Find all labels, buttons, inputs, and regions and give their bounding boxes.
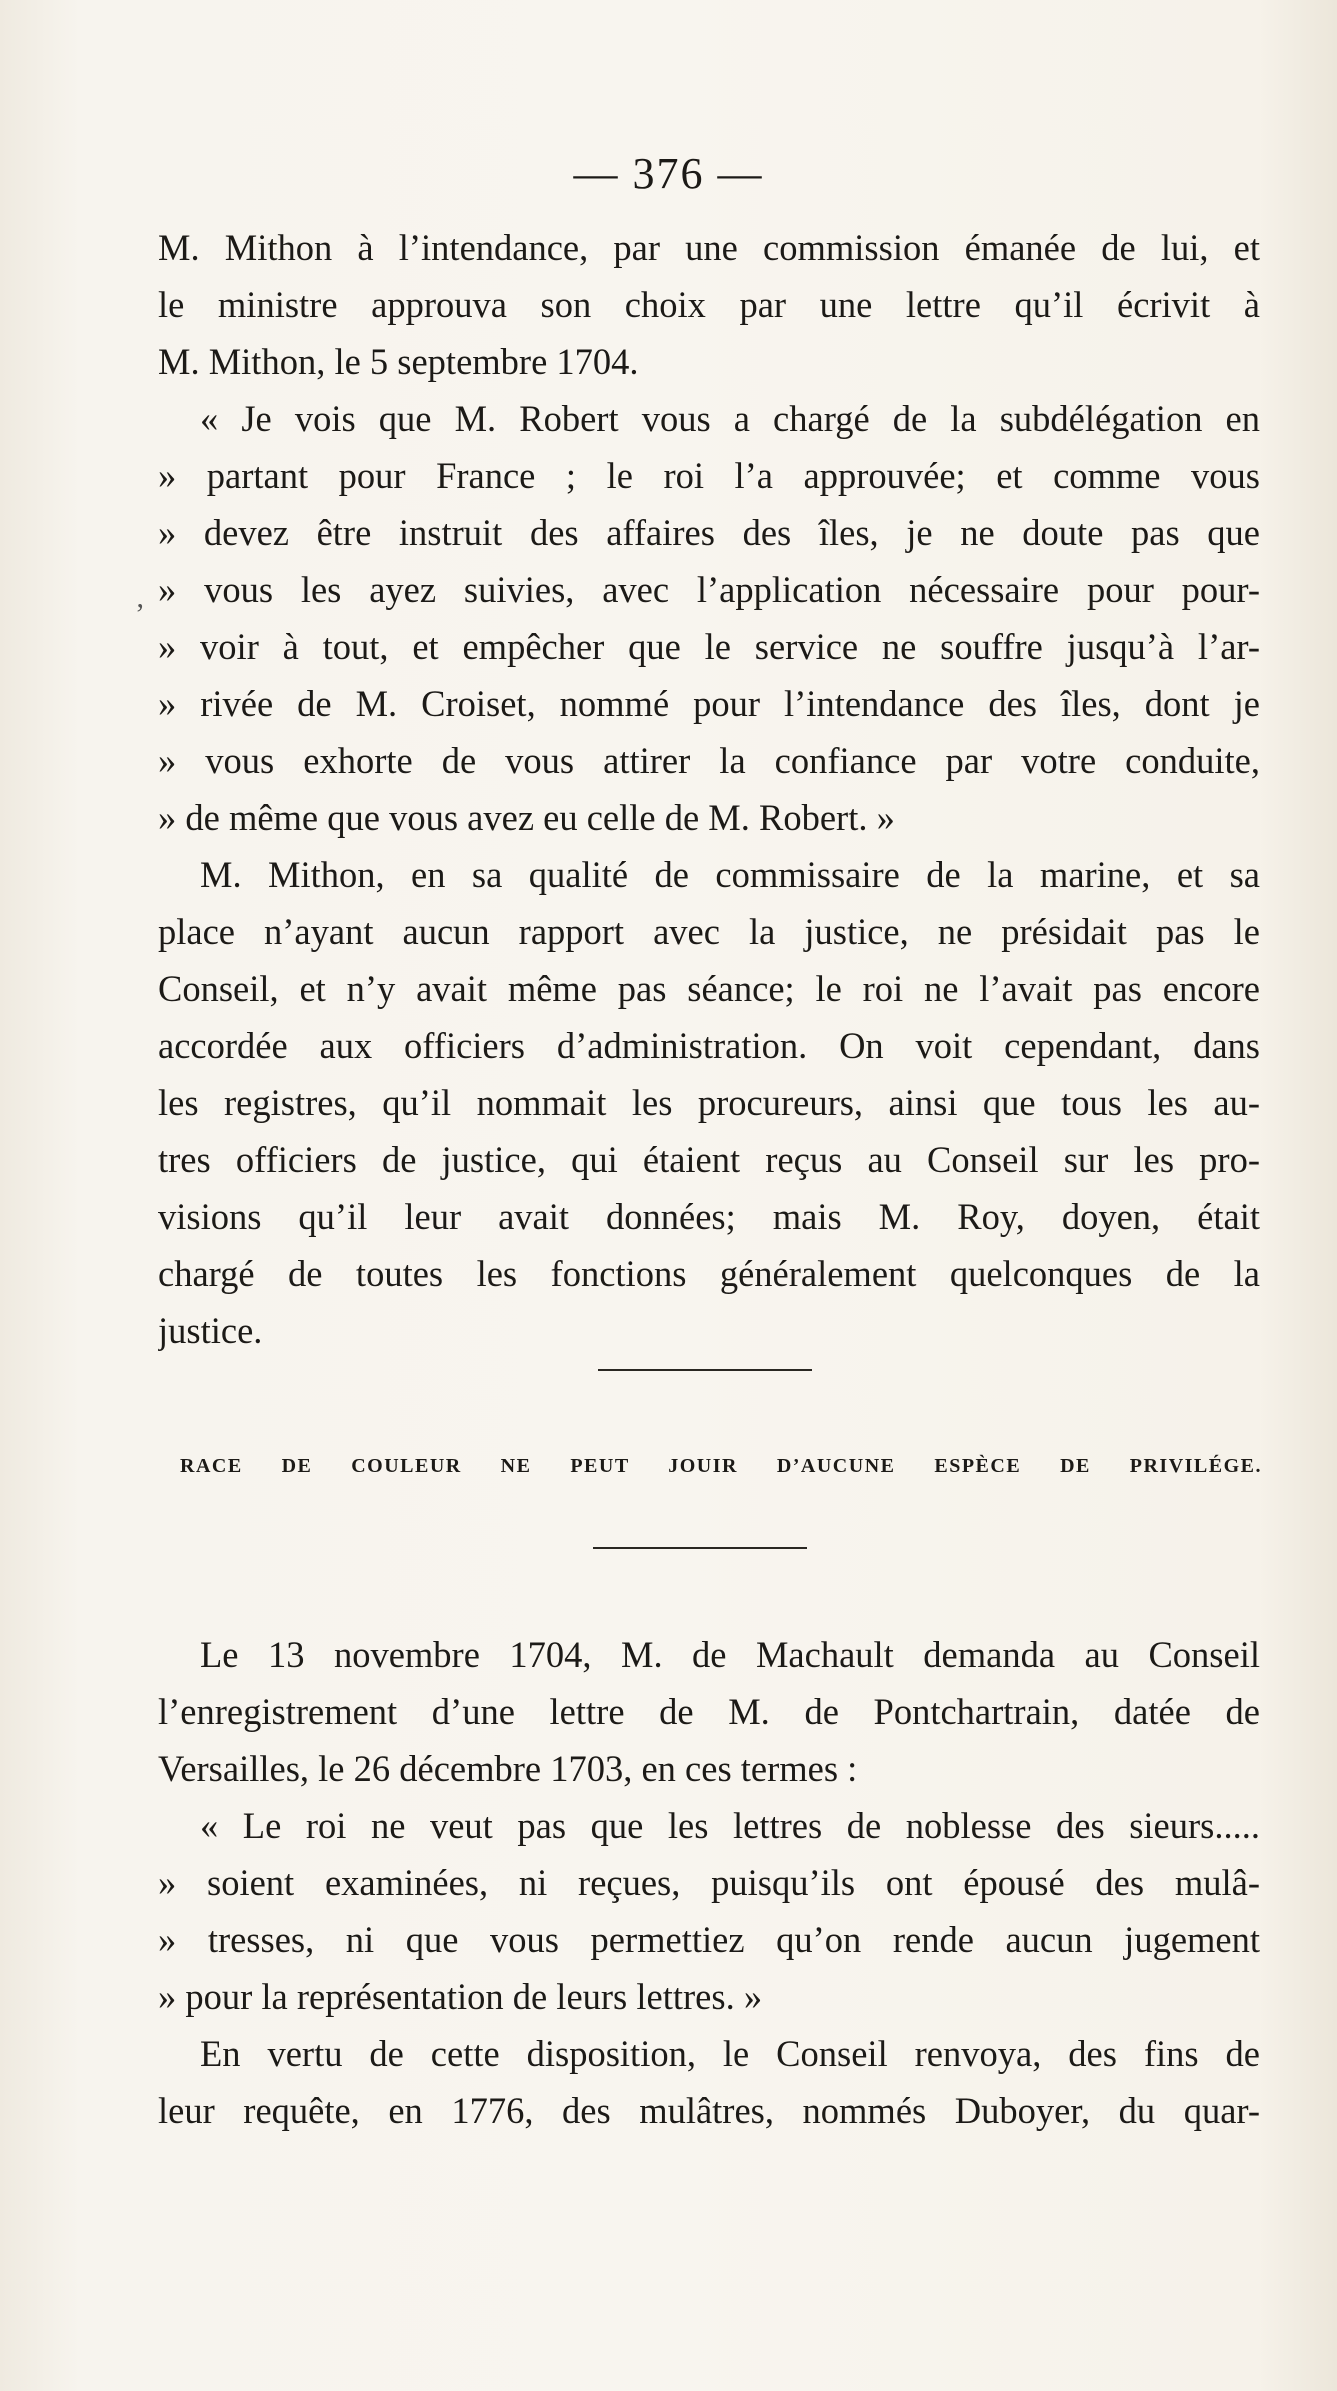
text-line: « Le roi ne veut pas que les lettres de noblesse des sieurs.....	[200, 1805, 1260, 1846]
margin-mark: ʼ	[135, 598, 145, 631]
text-line: » partant pour France ; le roi l’a approuvée; et comme vous	[158, 455, 1260, 496]
text-line: les registres, qu’il nommait les procureurs, ainsi que tous les au-	[158, 1082, 1260, 1123]
text-line: le ministre approuva son choix par une lettre qu’il écrivit à	[158, 284, 1260, 325]
text-line: Versailles, le 26 décembre 1703, en ces termes :	[158, 1748, 858, 1789]
text-line: » devez être instruit des affaires des îles, je ne doute pas que	[158, 512, 1260, 553]
text-line: En vertu de cette disposition, le Conseil renvoya, des fins de	[200, 2033, 1260, 2074]
text-line: M. Mithon à l’intendance, par une commission émanée de lui, et	[158, 227, 1260, 268]
text-line: justice.	[158, 1310, 263, 1351]
text-line: » vous exhorte de vous attirer la confiance par votre conduite,	[158, 740, 1260, 781]
text-line: M. Mithon, en sa qualité de commissaire de la marine, et sa	[200, 854, 1260, 895]
text-line: » pour la représentation de leurs lettres. »	[158, 1976, 763, 2017]
section-divider-top	[598, 1369, 812, 1371]
text-line: » de même que vous avez eu celle de M. Robert. »	[158, 797, 895, 838]
section-title: RACE DE COULEUR NE PEUT JOUIR D’AUCUNE ESPÈCE DE PRIVILÉGE.	[180, 1455, 1262, 1477]
text-line: » rivée de M. Croiset, nommé pour l’intendance des îles, dont je	[158, 683, 1260, 724]
text-line: Le 13 novembre 1704, M. de Machault demanda au Conseil	[200, 1634, 1260, 1675]
text-line: visions qu’il leur avait données; mais M. Roy, doyen, était	[158, 1196, 1260, 1237]
section-divider-bottom	[593, 1547, 807, 1549]
page-number: — 376 —	[573, 149, 764, 198]
text-line: » voir à tout, et empêcher que le service ne souffre jusqu’à l’ar-	[158, 626, 1260, 667]
text-line: » soient examinées, ni reçues, puisqu’ils ont épousé des mulâ-	[158, 1862, 1260, 1903]
text-line: chargé de toutes les fonctions généralement quelconques de la	[158, 1253, 1260, 1294]
top-text-block	[158, 219, 1260, 1359]
text-line: » vous les ayez suivies, avec l’application nécessaire pour pour-	[158, 569, 1260, 610]
text-line: Conseil, et n’y avait même pas séance; le roi ne l’avait pas encore	[158, 968, 1260, 1009]
text-line: « Je vois que M. Robert vous a chargé de la subdélégation en	[200, 398, 1260, 439]
text-line: accordée aux officiers d’administration. On voit cependant, dans	[158, 1025, 1260, 1066]
text-line: place n’ayant aucun rapport avec la justice, ne présidait pas le	[158, 911, 1260, 952]
text-line: l’enregistrement d’une lettre de M. de Pontchartrain, datée de	[158, 1691, 1260, 1732]
bottom-text-block	[158, 1626, 1260, 2139]
text-line: leur requête, en 1776, des mulâtres, nommés Duboyer, du quar-	[158, 2090, 1260, 2131]
text-line: M. Mithon, le 5 septembre 1704.	[158, 341, 639, 382]
text-line: » tresses, ni que vous permettiez qu’on rende aucun jugement	[158, 1919, 1260, 1960]
text-line: tres officiers de justice, qui étaient reçus au Conseil sur les pro-	[158, 1139, 1260, 1180]
